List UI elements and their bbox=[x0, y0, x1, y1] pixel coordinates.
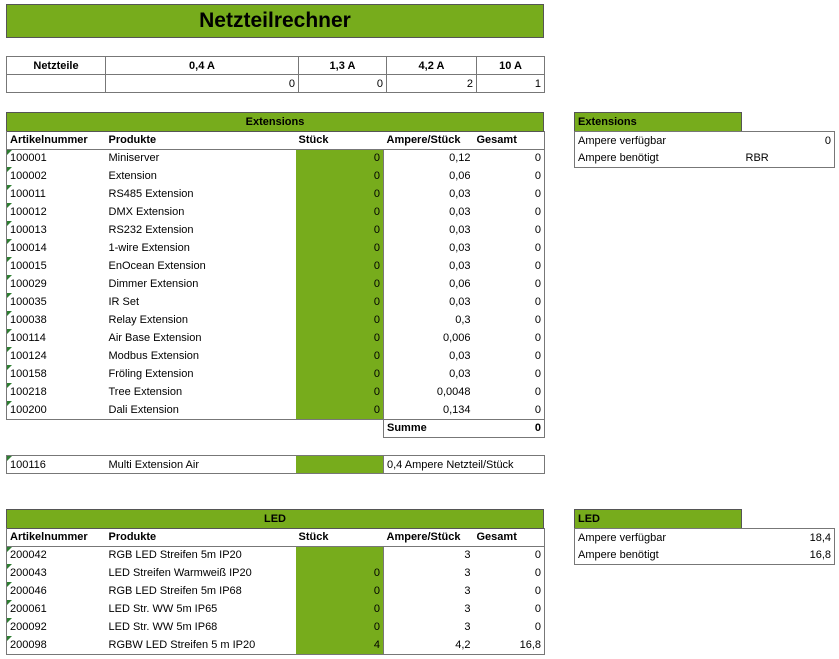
produkt-cell[interactable]: 1-wire Extension bbox=[108, 242, 190, 254]
ampere-cell[interactable]: 0,03 bbox=[449, 350, 471, 362]
netzteile-value-label[interactable] bbox=[7, 75, 106, 93]
led-col-stueck[interactable]: Stück bbox=[296, 528, 384, 546]
extensions-table bbox=[6, 131, 545, 438]
page-title: Netzteilrechner bbox=[6, 4, 544, 38]
table-row bbox=[7, 636, 545, 654]
artikel-cell[interactable]: 200098 bbox=[7, 636, 106, 654]
stueck-cell[interactable]: 0 bbox=[296, 401, 384, 419]
gesamt-cell[interactable]: 0 bbox=[474, 383, 545, 401]
stueck-cell[interactable]: 4 bbox=[296, 636, 384, 654]
artikel-cell[interactable]: 200046 bbox=[7, 582, 106, 600]
multi-extension-row bbox=[6, 455, 545, 474]
produkt-cell[interactable]: LED Str. WW 5m IP65 bbox=[108, 603, 218, 615]
stueck-cell[interactable]: 0 bbox=[296, 257, 384, 275]
ampere-cell[interactable]: 0,03 bbox=[449, 242, 471, 254]
summe-label: Summe bbox=[384, 419, 474, 437]
produkt-cell[interactable]: LED Str. WW 5m IP68 bbox=[108, 621, 218, 633]
led-summary-row bbox=[575, 547, 835, 565]
stueck-cell[interactable]: 0 bbox=[296, 311, 384, 329]
ampere-cell[interactable]: 0,134 bbox=[384, 401, 474, 419]
artikel-cell[interactable]: 100218 bbox=[7, 383, 106, 401]
multi-extension-note[interactable]: 0,4 Ampere Netzteil/Stück bbox=[384, 456, 545, 474]
ampere-cell[interactable]: 0,12 bbox=[449, 152, 471, 165]
gesamt-cell[interactable]: 0 bbox=[474, 185, 545, 203]
stueck-cell[interactable]: 0 bbox=[296, 239, 384, 257]
stueck-cell[interactable]: 0 bbox=[296, 221, 384, 239]
gesamt-cell[interactable]: 0 bbox=[474, 618, 545, 636]
stueck-cell[interactable]: 0 bbox=[296, 618, 384, 636]
produkt-cell[interactable]: RGB LED Streifen 5m IP68 bbox=[108, 585, 242, 597]
stueck-cell[interactable]: 0 bbox=[296, 564, 384, 582]
gesamt-cell[interactable]: 0 bbox=[474, 221, 545, 239]
stueck-cell[interactable]: 0 bbox=[296, 347, 384, 365]
stueck-cell[interactable]: 0 bbox=[296, 582, 384, 600]
artikel-cell[interactable]: 100015 bbox=[7, 257, 106, 275]
ext-summary-row bbox=[575, 150, 835, 168]
produkt-cell[interactable]: Extension bbox=[108, 170, 157, 182]
ampere-cell[interactable]: 0,03 bbox=[449, 188, 471, 200]
led-col-artikel[interactable]: Artikelnummer bbox=[7, 528, 106, 546]
ext-summary-label-available[interactable]: Ampere verfügbar bbox=[575, 132, 743, 150]
multi-extension-stueck[interactable] bbox=[296, 456, 384, 474]
netzteile-value-10a[interactable]: 1 bbox=[477, 75, 545, 93]
produkt-cell[interactable]: Fröling Extension bbox=[108, 368, 194, 380]
produkt-cell[interactable]: Tree Extension bbox=[108, 386, 183, 398]
netzteile-value-42a[interactable]: 2 bbox=[387, 75, 477, 93]
produkt-cell[interactable]: Air Base Extension bbox=[108, 332, 202, 344]
ext-summary-extra-needed[interactable]: RBR bbox=[743, 150, 793, 168]
table-row bbox=[7, 383, 545, 401]
netzteile-value-row bbox=[7, 75, 545, 93]
produkt-cell[interactable]: RGB LED Streifen 5m IP20 bbox=[108, 549, 242, 562]
table-row bbox=[7, 365, 545, 383]
artikel-cell[interactable]: 200043 bbox=[7, 564, 106, 582]
produkt-cell[interactable]: RS232 Extension bbox=[108, 224, 194, 236]
stueck-cell[interactable]: 0 bbox=[296, 383, 384, 401]
artikel-cell[interactable]: 100035 bbox=[7, 293, 106, 311]
table-row bbox=[7, 618, 545, 636]
stueck-cell[interactable]: 0 bbox=[296, 185, 384, 203]
ampere-cell[interactable]: 0,3 bbox=[455, 314, 471, 326]
gesamt-cell[interactable]: 16,8 bbox=[474, 636, 545, 654]
ampere-cell[interactable]: 0,03 bbox=[449, 296, 471, 308]
stueck-cell[interactable]: 0 bbox=[296, 329, 384, 347]
artikel-cell[interactable]: 100038 bbox=[7, 311, 106, 329]
ampere-cell[interactable]: 3 bbox=[464, 621, 471, 633]
netzteile-header-04a[interactable]: 0,4 A bbox=[106, 57, 299, 75]
produkt-cell[interactable]: Modbus Extension bbox=[108, 350, 199, 362]
ampere-cell[interactable]: 0,03 bbox=[449, 368, 471, 380]
ext-col-gesamt[interactable]: Gesamt bbox=[474, 131, 545, 149]
led-summary-value-available[interactable]: 18,4 bbox=[743, 529, 835, 547]
gesamt-cell[interactable]: 0 bbox=[474, 546, 545, 564]
artikel-cell[interactable]: 100158 bbox=[7, 365, 106, 383]
gesamt-cell[interactable]: 0 bbox=[474, 347, 545, 365]
ampere-cell[interactable]: 0,0048 bbox=[436, 386, 471, 398]
gesamt-cell[interactable]: 0 bbox=[474, 600, 545, 618]
ext-summary-value-available[interactable]: 0 bbox=[793, 132, 835, 150]
stueck-cell[interactable]: 0 bbox=[296, 293, 384, 311]
empty-cell bbox=[106, 419, 296, 437]
table-row bbox=[7, 149, 545, 167]
table-row bbox=[7, 275, 545, 293]
led-table bbox=[6, 528, 545, 655]
gesamt-cell[interactable]: 0 bbox=[474, 564, 545, 582]
stueck-cell[interactable]: 0 bbox=[296, 600, 384, 618]
netzteile-header-42a[interactable]: 4,2 A bbox=[387, 57, 477, 75]
ampere-cell[interactable]: 0,03 bbox=[449, 224, 471, 236]
netzteile-value-13a[interactable]: 0 bbox=[299, 75, 387, 93]
artikel-cell[interactable]: 100011 bbox=[7, 185, 106, 203]
gesamt-cell[interactable]: 0 bbox=[474, 275, 545, 293]
table-row bbox=[7, 401, 545, 419]
table-row bbox=[7, 185, 545, 203]
produkt-cell[interactable]: Dali Extension bbox=[106, 401, 296, 419]
produkt-cell[interactable]: EnOcean Extension bbox=[108, 260, 206, 272]
table-row bbox=[7, 582, 545, 600]
produkt-cell[interactable]: RS485 Extension bbox=[108, 188, 194, 200]
summe-value[interactable]: 0 bbox=[474, 419, 545, 437]
table-row bbox=[7, 221, 545, 239]
stueck-cell[interactable]: 0 bbox=[296, 275, 384, 293]
gesamt-cell[interactable]: 0 bbox=[474, 167, 545, 185]
ampere-cell[interactable]: 3 bbox=[464, 567, 471, 579]
gesamt-cell[interactable]: 0 bbox=[474, 239, 545, 257]
led-summary-label-available[interactable]: Ampere verfügbar bbox=[575, 529, 743, 547]
table-row bbox=[7, 329, 545, 347]
led-col-gesamt[interactable]: Gesamt bbox=[474, 528, 545, 546]
gesamt-cell[interactable]: 0 bbox=[474, 582, 545, 600]
netzteile-table bbox=[6, 56, 545, 93]
artikel-cell[interactable]: 100001 bbox=[7, 149, 106, 167]
produkt-cell[interactable]: IR Set bbox=[108, 296, 140, 308]
ext-col-artikel[interactable]: Artikelnummer bbox=[7, 131, 106, 149]
artikel-cell[interactable]: 200061 bbox=[7, 600, 106, 618]
led-summary-title: LED bbox=[574, 509, 742, 529]
table-row bbox=[7, 347, 545, 365]
ext-summary-value-needed[interactable] bbox=[793, 150, 835, 168]
multi-extension-artikel[interactable]: 100116 bbox=[7, 456, 106, 474]
gesamt-cell[interactable]: 0 bbox=[474, 311, 545, 329]
table-row bbox=[7, 257, 545, 275]
gesamt-cell[interactable]: 0 bbox=[474, 203, 545, 221]
produkt-cell[interactable]: RGBW LED Streifen 5 m IP20 bbox=[106, 636, 296, 654]
gesamt-cell[interactable]: 0 bbox=[474, 257, 545, 275]
netzteile-header-label[interactable]: Netzteile bbox=[7, 57, 106, 75]
ext-summary-extra-available[interactable] bbox=[743, 132, 793, 150]
stueck-cell[interactable]: 0 bbox=[296, 167, 384, 185]
table-row bbox=[7, 311, 545, 329]
table-row bbox=[7, 167, 545, 185]
artikel-cell[interactable]: 200092 bbox=[7, 618, 106, 636]
netzteile-header-13a[interactable]: 1,3 A bbox=[299, 57, 387, 75]
artikel-cell[interactable]: 100029 bbox=[7, 275, 106, 293]
table-row bbox=[7, 564, 545, 582]
table-row bbox=[7, 600, 545, 618]
artikel-cell[interactable]: 200042 bbox=[7, 546, 106, 564]
table-row bbox=[7, 546, 545, 564]
empty-cell bbox=[7, 419, 106, 437]
netzteile-value-04a[interactable]: 0 bbox=[106, 75, 299, 93]
ext-summary-label-needed[interactable]: Ampere benötigt bbox=[575, 150, 743, 168]
gesamt-cell[interactable]: 0 bbox=[474, 293, 545, 311]
stueck-cell[interactable] bbox=[296, 546, 384, 564]
artikel-cell[interactable]: 100013 bbox=[7, 221, 106, 239]
ampere-cell[interactable]: 0,06 bbox=[449, 170, 471, 182]
led-section-title: LED bbox=[6, 509, 544, 529]
ext-summary-title: Extensions bbox=[574, 112, 742, 132]
led-summary-row bbox=[575, 529, 835, 547]
ampere-cell[interactable]: 3 bbox=[464, 585, 471, 597]
table-row bbox=[7, 239, 545, 257]
led-col-produkte[interactable]: Produkte bbox=[106, 528, 296, 546]
led-summary-value-needed[interactable]: 16,8 bbox=[743, 547, 835, 565]
ampere-cell[interactable]: 3 bbox=[464, 549, 471, 562]
produkt-cell[interactable]: Miniserver bbox=[108, 152, 160, 165]
ampere-cell[interactable]: 3 bbox=[464, 603, 471, 615]
extensions-header-row bbox=[7, 131, 545, 149]
produkt-cell[interactable]: Dimmer Extension bbox=[108, 278, 199, 290]
stueck-cell[interactable]: 0 bbox=[296, 149, 384, 167]
artikel-cell[interactable]: 100200 bbox=[7, 401, 106, 419]
stueck-cell[interactable]: 0 bbox=[296, 365, 384, 383]
produkt-cell[interactable]: DMX Extension bbox=[108, 206, 185, 218]
artikel-cell[interactable]: 100114 bbox=[7, 329, 106, 347]
ampere-cell[interactable]: 0,03 bbox=[449, 260, 471, 272]
led-col-ampere[interactable]: Ampere/Stück bbox=[384, 528, 474, 546]
artikel-cell[interactable]: 100124 bbox=[7, 347, 106, 365]
ampere-cell[interactable]: 0,03 bbox=[449, 206, 471, 218]
artikel-cell[interactable]: 100002 bbox=[7, 167, 106, 185]
gesamt-cell[interactable]: 0 bbox=[474, 149, 545, 167]
ext-col-ampere[interactable]: Ampere/Stück bbox=[384, 131, 474, 149]
ampere-cell[interactable]: 0,006 bbox=[442, 332, 471, 344]
summe-row bbox=[7, 419, 545, 437]
produkt-cell[interactable]: LED Streifen Warmweiß IP20 bbox=[108, 567, 252, 579]
gesamt-cell[interactable]: 0 bbox=[474, 401, 545, 419]
produkt-cell[interactable]: Relay Extension bbox=[108, 314, 188, 326]
empty-cell bbox=[296, 419, 384, 437]
led-header-row bbox=[7, 528, 545, 546]
ampere-cell[interactable]: 0,06 bbox=[449, 278, 471, 290]
gesamt-cell[interactable]: 0 bbox=[474, 329, 545, 347]
ext-col-produkte[interactable]: Produkte bbox=[106, 131, 296, 149]
ext-col-stueck[interactable]: Stück bbox=[296, 131, 384, 149]
ampere-cell[interactable]: 4,2 bbox=[384, 636, 474, 654]
table-row bbox=[7, 203, 545, 221]
ext-summary-table bbox=[574, 131, 835, 168]
led-summary-label-needed[interactable]: Ampere benötigt bbox=[575, 547, 743, 565]
led-summary-table bbox=[574, 528, 835, 565]
netzteile-header-row bbox=[7, 57, 545, 75]
multi-extension-produkt[interactable]: Multi Extension Air bbox=[106, 456, 296, 474]
table-row bbox=[7, 293, 545, 311]
artikel-cell[interactable]: 100014 bbox=[7, 239, 106, 257]
artikel-cell[interactable]: 100012 bbox=[7, 203, 106, 221]
stueck-cell[interactable]: 0 bbox=[296, 203, 384, 221]
extensions-section-title: Extensions bbox=[6, 112, 544, 132]
gesamt-cell[interactable]: 0 bbox=[474, 365, 545, 383]
netzteile-header-10a[interactable]: 10 A bbox=[477, 57, 545, 75]
ext-summary-row bbox=[575, 132, 835, 150]
